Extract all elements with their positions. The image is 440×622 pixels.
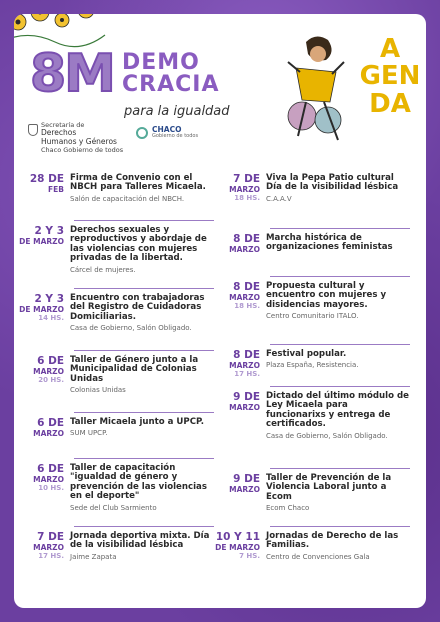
event-item: [18, 294, 216, 332]
event-date: [18, 294, 70, 332]
event-divider: [270, 386, 410, 387]
event-title: Firma de Convenio con el NBCH para Talleres Micaela.: [70, 173, 206, 193]
event-info: [266, 174, 412, 203]
event-date: [18, 226, 70, 274]
event-item: [214, 474, 412, 512]
event-day: 7 DE: [233, 173, 260, 185]
event-date: [214, 234, 266, 254]
event-divider: [74, 526, 214, 527]
event-divider: [270, 228, 410, 229]
event-divider: [74, 220, 214, 221]
event-title: Taller Micaela junto a UPCP.: [70, 417, 205, 427]
event-title: Dictado del último módulo de Ley Micaela para funcionarixs y entrega de certificados.: [266, 391, 409, 430]
event-hour: 7 HS.: [239, 551, 260, 560]
event-item: [214, 350, 412, 379]
event-month: FEB: [48, 184, 64, 194]
event-day: 8 DE: [233, 349, 260, 361]
event-item: [18, 356, 216, 394]
event-info: [70, 464, 216, 512]
chaco-name: CHACO: [152, 125, 182, 134]
event-divider: [74, 458, 214, 459]
event-month: MARZO: [229, 292, 260, 302]
event-day: 6 DE: [37, 355, 64, 367]
shield-icon: [28, 124, 38, 136]
event-divider: [270, 468, 410, 469]
event-title: Viva la Pepa Patio cultural Día de la visibilidad lésbica: [266, 173, 399, 193]
event-month: MARZO: [33, 428, 64, 438]
event-title: Encuentro con trabajadoras del Registro de Cuidadoras Domiciliarias.: [70, 293, 205, 322]
event-info: [70, 418, 216, 438]
event-item: [18, 464, 216, 512]
chaco-emblem-icon: [136, 127, 148, 139]
agenda-line3: DA: [369, 88, 411, 119]
event-info: [70, 294, 216, 332]
event-info: [70, 226, 216, 274]
event-place: Cárcel de mujeres.: [70, 265, 136, 274]
event-month: MARZO: [229, 184, 260, 194]
event-day: 8 DE: [233, 281, 260, 293]
event-day: 9 DE: [233, 391, 260, 403]
event-month: DE MARZO: [215, 542, 260, 552]
event-day: 6 DE: [37, 463, 64, 475]
event-hour: 18 HS.: [234, 193, 260, 202]
event-title: Marcha histórica de organizaciones feministas: [266, 233, 393, 253]
event-title: Festival popular.: [266, 349, 347, 359]
event-info: [266, 282, 412, 320]
event-title: Taller de Prevención de la Violencia Laboral junto a Ecom: [266, 473, 392, 502]
event-divider: [74, 350, 214, 351]
event-place: Casa de Gobierno, Salón Obligado.: [266, 431, 388, 440]
event-place: C.A.A.V: [266, 194, 292, 203]
event-month: MARZO: [229, 402, 260, 412]
event-day: 2 Y 3: [34, 293, 64, 305]
event-date: [18, 532, 70, 561]
8m-logo: 8M: [30, 44, 114, 104]
event-date: [214, 350, 266, 379]
event-place: Centro de Convenciones Gala: [266, 552, 370, 561]
agenda-card: [14, 14, 426, 608]
event-date: [18, 418, 70, 438]
dancing-woman-illustration-icon: [276, 32, 356, 144]
event-month: MARZO: [33, 542, 64, 552]
event-month: MARZO: [229, 484, 260, 494]
event-divider: [74, 288, 214, 289]
event-date: [214, 532, 266, 561]
democracia-line1: DEMO: [122, 50, 200, 75]
event-item: [18, 418, 216, 438]
event-item: [214, 234, 412, 254]
secretaria-logo: [28, 122, 123, 154]
event-info: [266, 234, 412, 254]
event-hour: 10 HS.: [38, 483, 64, 492]
event-place: Casa de Gobierno, Salón Obligado.: [70, 324, 192, 333]
event-item: [214, 282, 412, 320]
event-day: 7 DE: [37, 531, 64, 543]
chaco-subtitle: Gobierno de todos: [152, 133, 199, 140]
event-divider: [270, 276, 410, 277]
event-month: MARZO: [229, 244, 260, 254]
event-date: [214, 474, 266, 512]
event-place: Ecom Chaco: [266, 504, 310, 513]
event-day: 28 DE: [29, 173, 64, 185]
event-date: [214, 282, 266, 320]
event-day: 10 Y 11: [215, 531, 260, 543]
event-place: SUM UPCP.: [70, 429, 108, 438]
event-hour: 17 HS.: [38, 551, 64, 560]
event-hour: 20 HS.: [38, 375, 64, 384]
event-date: [18, 356, 70, 394]
event-place: Sede del Club Sarmiento: [70, 503, 157, 512]
democracia-line2: CRACIA: [122, 72, 220, 97]
event-divider: [74, 412, 214, 413]
event-item: [18, 226, 216, 274]
democracia-title: [122, 52, 219, 96]
event-month: MARZO: [33, 474, 64, 484]
event-info: [70, 174, 216, 203]
event-date: [214, 392, 266, 440]
event-info: [266, 474, 412, 512]
event-item: [214, 392, 412, 440]
subtitle: para la igualdad: [124, 104, 230, 119]
event-title: Propuesta cultural y encuentro con mujeres y disidencias mayores.: [266, 281, 387, 310]
event-month: MARZO: [229, 360, 260, 370]
agenda-title: [358, 36, 422, 118]
event-month: DE MARZO: [19, 236, 64, 246]
event-place: Plaza España, Resistencia.: [266, 361, 359, 370]
event-title: Taller de capacitación "igualdad de género y prevención de las violencias en el deporte": [70, 463, 207, 502]
event-hour: 18 HS.: [234, 301, 260, 310]
event-item: [18, 174, 216, 203]
event-info: [70, 532, 216, 561]
agenda-line1: A: [379, 34, 401, 64]
event-day: 9 DE: [233, 473, 260, 485]
event-item: [214, 174, 412, 203]
event-hour: 17 HS.: [234, 369, 260, 378]
event-date: [18, 464, 70, 512]
event-month: MARZO: [33, 366, 64, 376]
government-logos: [28, 122, 228, 152]
agenda-line2: GEN: [359, 61, 421, 92]
event-divider: [270, 344, 410, 345]
event-place: Colonias Unidas: [70, 386, 126, 395]
event-info: [70, 356, 216, 394]
event-date: [18, 174, 70, 203]
event-title: Taller de Género junto a la Municipalidad de Colonias Unidas: [70, 355, 199, 384]
event-place: Salón de capacitación del NBCH.: [70, 194, 185, 203]
event-item: [18, 532, 216, 561]
event-title: Derechos sexuales y reproductivos y abordaje de las violencias con mujeres privadas de la libertad.: [70, 225, 207, 264]
header: [14, 14, 426, 164]
event-place: Centro Comunitario ITALO.: [266, 312, 359, 321]
event-day: 2 Y 3: [34, 225, 64, 237]
event-day: 8 DE: [233, 233, 260, 245]
event-title: Jornadas de Derecho de las Familias.: [266, 531, 399, 551]
event-info: [266, 392, 412, 440]
event-info: [266, 350, 412, 379]
event-month: DE MARZO: [19, 304, 64, 314]
event-hour: 14 HS.: [38, 313, 64, 322]
chaco-logo: [136, 126, 198, 140]
event-info: [266, 532, 412, 561]
event-day: 6 DE: [37, 417, 64, 429]
event-date: [214, 174, 266, 203]
gov1-line1: Secretaría de: [41, 121, 85, 129]
gov1-line4: Chaco Gobierno de todos: [41, 145, 124, 154]
event-item: [214, 532, 412, 561]
gov1-line3: Humanos y Géneros: [41, 137, 117, 147]
event-place: Jaime Zapata: [70, 552, 117, 561]
gov1-line2: Derechos: [41, 128, 77, 138]
event-title: Jornada deportiva mixta. Día de la visibilidad lésbica: [70, 531, 210, 551]
event-divider: [270, 526, 410, 527]
